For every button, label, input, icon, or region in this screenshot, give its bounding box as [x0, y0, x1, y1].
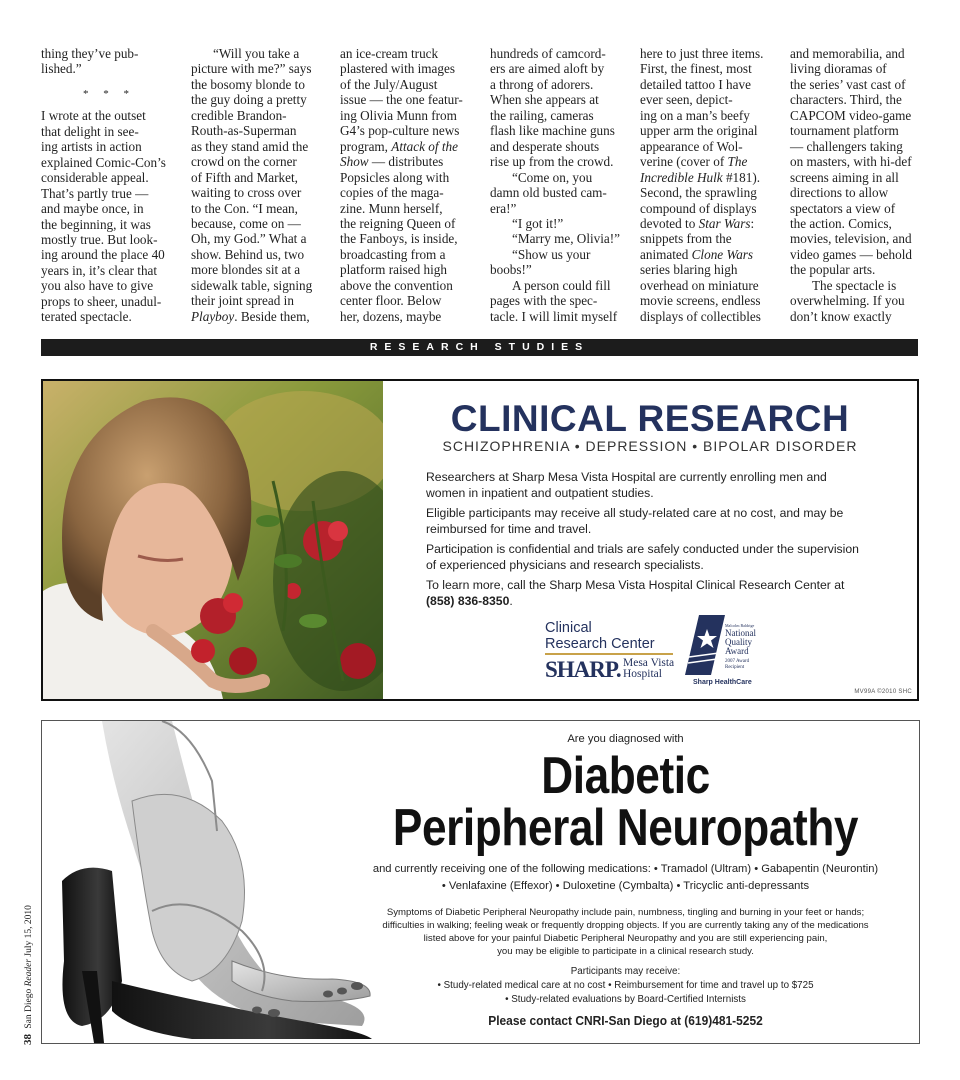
ad-code: MV99A ©2010 SHC — [854, 689, 912, 695]
text-line: upper arm the original — [640, 123, 758, 139]
text-line: Popsicles along with — [340, 169, 450, 185]
text-line: crowd on the corner — [191, 154, 297, 170]
text-line: that delight in see- — [41, 123, 139, 139]
folio-text — [22, 905, 34, 1045]
text-line — [340, 154, 476, 169]
text-line: overhead on miniature — [640, 277, 759, 293]
text-line: compound of displays — [640, 200, 757, 216]
text-line: of Fifth and Market, — [191, 169, 298, 185]
feet-and-hands-photo — [42, 721, 382, 1043]
text-fragment: To learn more, call the Sharp Mesa Vista Hospital Clinical Research Center at — [426, 578, 845, 592]
article-column-5 — [640, 46, 780, 324]
text-fragment: animated — [640, 246, 692, 262]
article-column-3 — [340, 46, 476, 324]
series-title: Clone Wars — [691, 246, 754, 262]
clinical-research-ad — [41, 379, 919, 701]
text-line: to the Con. “I mean, — [191, 200, 298, 216]
ad-paragraph: Eligible participants may receive all study-related care at no cost, and may be reimbursed for time and travel. — [426, 506, 844, 536]
benefits-heading: Participants may receive: — [570, 966, 681, 977]
text-line: ers are aimed aloft by — [490, 61, 605, 77]
publication-name: San Diego — [24, 986, 34, 1029]
baldrige-award-logo — [685, 615, 765, 687]
text-fragment: : — [750, 215, 755, 231]
text-line — [191, 309, 327, 324]
text-line: the series’ vast cast of — [790, 76, 906, 92]
logo-text: Mesa Vista — [623, 657, 675, 669]
text-line: pages with the spec- — [490, 293, 598, 309]
text-line: tacle. I will limit myself — [490, 308, 618, 324]
text-line — [640, 216, 780, 231]
text-line: Symptoms of Diabetic Peripheral Neuropathy include pain, numbness, tingling and burning in your feet or hands; — [386, 907, 865, 918]
award-text: National — [725, 628, 756, 638]
section-header-bar: RESEARCH STUDIES — [41, 339, 918, 356]
award-text: 2007 Award — [725, 659, 750, 664]
text-fragment: #181). — [722, 169, 761, 185]
text-line: explained Comic-Con’s — [41, 154, 166, 170]
text-line: you may be eligible to participate in a clinical research study. — [497, 946, 754, 957]
text-line: platform raised high — [340, 262, 447, 278]
magazine-title: Playboy — [191, 308, 235, 324]
text-line: appearance of Wol- — [640, 138, 743, 154]
show-title: Attack of the — [391, 138, 458, 154]
text-line: years in, it’s clear that — [41, 262, 158, 278]
text-line: — challengers taking — [790, 138, 903, 154]
neuropathy-study-ad — [41, 720, 920, 1044]
text-line: picture with me?” says — [191, 61, 312, 77]
show-title: Show — [340, 154, 369, 170]
text-line: her, dozens, maybe — [340, 308, 442, 324]
logo-text: Hospital — [623, 668, 662, 680]
text-line — [640, 154, 780, 169]
benefits-line: • Study-related medical care at no cost • Reimbursement for time and travel up to $725 — [437, 980, 814, 991]
article-column-1 — [41, 46, 177, 325]
text-line: lished.” — [41, 61, 82, 77]
text-line: plastered with images — [340, 61, 455, 77]
text-line: above the convention — [340, 277, 453, 293]
text-line: When she appears at — [490, 92, 599, 108]
issue-date: July 15, 2010 — [24, 905, 34, 959]
phone-number: (858) 836-8350 — [426, 593, 510, 608]
text-line: mostly true. But look- — [41, 231, 158, 247]
text-line: damn old busted cam- — [490, 185, 607, 201]
text-line: and memorabilia, and — [790, 46, 905, 61]
text-line — [340, 139, 476, 154]
text-line: A person could fill — [512, 277, 611, 293]
ad-headline: Diabetic — [541, 747, 710, 805]
text-line: broadcasting from a — [340, 246, 446, 262]
text-line: boobs!” — [490, 262, 532, 278]
woman-smelling-roses-photo — [43, 381, 383, 699]
text-line: a throng of adorers. — [490, 76, 594, 92]
text-line: movies, television, and — [790, 231, 912, 247]
text-line: spectators a view of — [790, 200, 896, 216]
text-line: here to just three items. — [640, 46, 764, 61]
comic-title: Incredible Hulk — [640, 169, 723, 185]
text-line: ever seen, depict- — [640, 92, 733, 108]
text-line: snippets from the — [640, 231, 732, 247]
text-line: living dioramas of — [790, 61, 887, 77]
page-number: 38 — [22, 1034, 34, 1045]
text-line: screens aiming in all — [790, 169, 899, 185]
franchise-title: Star Wars — [698, 215, 751, 231]
text-line: hundreds of camcord- — [490, 46, 606, 61]
ad-preheadline: Are you diagnosed with — [567, 733, 684, 745]
text-line: “Will you take a — [213, 46, 300, 61]
text-line: their joint spread in — [191, 293, 294, 309]
text-fragment: verine (cover of — [640, 154, 728, 170]
article-columns — [41, 46, 918, 331]
text-line: “I got it!” — [512, 215, 564, 231]
text-line: the action. Comics, — [790, 215, 892, 231]
text-line: the guy doing a pretty — [191, 92, 307, 108]
clinical-research-text — [383, 381, 917, 699]
ad-headline: Peripheral Neuropathy — [392, 799, 859, 857]
text-line: tournament platform — [790, 123, 899, 139]
text-line: as they stand amid the — [191, 138, 309, 154]
award-text: Quality — [725, 637, 752, 647]
text-line: center floor. Below — [340, 293, 442, 309]
text-fragment: devoted to — [640, 215, 699, 231]
text-line: considerable appeal. — [41, 170, 149, 186]
text-fragment: . — [509, 593, 513, 608]
text-line: detailed tattoo I have — [640, 76, 751, 92]
text-line: you also have to give — [41, 278, 154, 294]
award-org: Sharp HealthCare — [693, 679, 752, 686]
text-line — [640, 247, 780, 262]
text-line: First, the finest, most — [640, 61, 752, 77]
publication-name: Reader — [24, 958, 34, 987]
text-line: the bosomy blonde to — [191, 76, 305, 92]
text-line: G4’s pop-culture news — [340, 123, 460, 139]
award-text: Recipient — [725, 665, 745, 670]
logo-text: Research Center — [545, 636, 655, 652]
text-fragment: . Beside them, — [234, 308, 310, 324]
text-line: an ice-cream truck — [340, 46, 439, 61]
logo-text — [623, 658, 674, 680]
text-line: on masters, with hi-def — [790, 154, 912, 170]
ad-paragraph: Participation is confidential and trials are safely conducted under the supervision of experienced physicians and research specialists. — [426, 542, 859, 572]
text-line: CAPCOM video-game — [790, 107, 912, 123]
page-folio — [22, 900, 42, 1050]
medications-line: and currently receiving one of the following medications: • Tramadol (Ultram) • Gabapentin (Neurontin) — [372, 863, 879, 875]
text-line: “Marry me, Olivia!” — [512, 231, 621, 247]
text-line: overwhelming. If you — [790, 293, 905, 309]
text-line: ing Olivia Munn from — [340, 107, 457, 123]
text-line: copies of the maga- — [340, 185, 444, 201]
text-line: series blaring high — [640, 262, 738, 278]
logo-text: Clinical — [545, 620, 592, 636]
text-line — [640, 170, 780, 185]
text-line: Second, the sprawling — [640, 185, 757, 201]
sharp-clinical-research-center-logo — [545, 620, 685, 682]
benefits-line: • Study-related evaluations by Board-Certified Internists — [505, 994, 746, 1005]
text-line: terated spectacle. — [41, 309, 132, 325]
text-line: That’s partly true — — [41, 185, 149, 201]
text-line: The spectacle is — [812, 277, 897, 293]
text-line: show. Behind us, two — [191, 246, 305, 262]
comic-title: The — [727, 154, 748, 170]
text-line: ing around the place 40 — [41, 247, 165, 263]
ad-body — [426, 470, 866, 614]
contact-line: Please contact CNRI-San Diego at (619)481-5252 — [488, 1013, 763, 1028]
text-fragment: — distributes — [368, 154, 444, 170]
text-line: the railing, cameras — [490, 107, 594, 123]
text-line: video games — behold — [790, 246, 912, 262]
text-line: I wrote at the outset — [41, 108, 146, 124]
ad-headline: CLINICAL RESEARCH — [450, 398, 850, 439]
text-line: difficulties in walking; feeling weak or frequently dropping objects. If you are currently taking any of the medications — [382, 920, 869, 931]
sharp-wordmark: SHARP. — [545, 657, 621, 682]
text-line: characters. Third, the — [790, 92, 902, 108]
text-line: ing on a man’s beefy — [640, 107, 750, 123]
text-line: props to sheer, unadul- — [41, 293, 162, 309]
ad-subheadline: SCHIZOPHRENIA • DEPRESSION • BIPOLAR DISORDER — [442, 438, 858, 454]
text-line: and maybe once, in — [41, 201, 144, 217]
text-line: zine. Munn herself, — [340, 200, 443, 216]
section-break-stars: * * * — [83, 87, 135, 100]
text-line: the popular arts. — [790, 262, 876, 278]
text-line: “Come on, you — [512, 169, 593, 185]
star-icon — [685, 615, 725, 675]
text-line: displays of collectibles — [640, 308, 761, 324]
text-line: issue — the one featur- — [340, 92, 463, 108]
text-fragment: program, — [340, 138, 392, 154]
ad-paragraph: Researchers at Sharp Mesa Vista Hospital are currently enrolling men and women in inpatient and outpatient studies. — [426, 470, 827, 500]
award-text: Award — [725, 646, 749, 656]
text-line: era!” — [490, 200, 517, 216]
article-column-6 — [790, 46, 918, 324]
text-line: rise up from the crowd. — [490, 154, 614, 170]
text-line: ing artists in action — [41, 139, 142, 155]
text-line: movie screens, endless — [640, 293, 761, 309]
text-line: Routh-as-Superman — [191, 123, 297, 139]
symptoms-paragraph — [372, 906, 879, 958]
article-column-2 — [191, 46, 327, 324]
text-line: thing they’ve pub- — [41, 46, 139, 61]
ad-paragraph — [426, 578, 866, 609]
text-line: Oh, my God.” What a — [191, 231, 307, 247]
text-line: sidewalk table, signing — [191, 277, 313, 293]
award-text: Malcolm Baldrige — [725, 623, 755, 628]
medications-line: • Venlafaxine (Effexor) • Duloxetine (Cymbalta) • Tricyclic anti-depressants — [441, 880, 810, 892]
text-line: the Fanboys, is inside, — [340, 231, 458, 247]
text-line: of the July/August — [340, 76, 438, 92]
text-line: “Show us your — [512, 246, 591, 262]
text-line: listed above for your painful Diabetic Peripheral Neuropathy and you are still experiencing pain, — [423, 933, 828, 944]
text-line: directions to allow — [790, 185, 889, 201]
text-line: credible Brandon- — [191, 107, 287, 123]
text-line: waiting to cross over — [191, 185, 302, 201]
text-line: more blondes sit at a — [191, 262, 301, 278]
logo-rule — [545, 653, 673, 655]
text-line: because, come on — — [191, 215, 301, 231]
text-line: flash like machine guns — [490, 123, 615, 139]
text-line: don’t know exactly — [790, 308, 892, 324]
text-line: the beginning, it was — [41, 216, 151, 232]
text-line: the reigning Queen of — [340, 215, 456, 231]
article-column-4 — [490, 46, 626, 324]
text-line: and desperate shouts — [490, 138, 600, 154]
